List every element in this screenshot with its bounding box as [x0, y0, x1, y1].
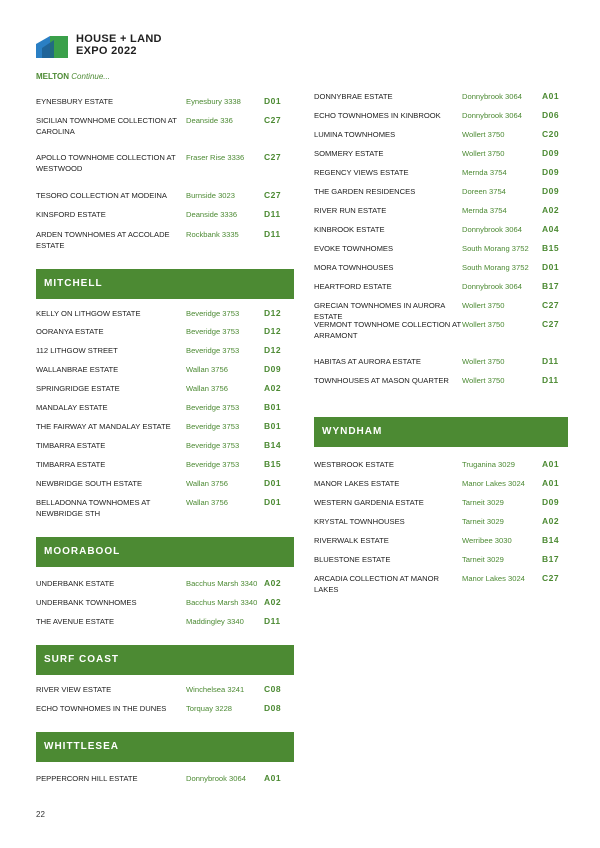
- estate-name: THE GARDEN RESIDENCES: [314, 187, 416, 196]
- wyndham-banner-title: WYNDHAM: [322, 426, 383, 437]
- estate-location: Maddingley 3340: [186, 617, 244, 626]
- moorabool-banner-title: MOORABOOL: [44, 546, 121, 557]
- wyndham-row: [314, 478, 572, 496]
- estate-location: Tarneit 3029: [462, 555, 504, 564]
- estate-location: Beveridge 3753: [186, 346, 240, 355]
- estate-code: C27: [542, 573, 560, 583]
- estate-code: C27: [542, 300, 560, 310]
- mitchell-row: [36, 364, 296, 382]
- estate-name: TOWNHOUSES AT MASON QUARTER: [314, 376, 449, 385]
- estate-location: Wallan 3756: [186, 479, 228, 488]
- whittlesea-row: [314, 205, 572, 223]
- estate-name: GRECIAN TOWNHOMES IN AURORA ESTATE: [314, 301, 445, 321]
- estate-code: B17: [542, 281, 560, 291]
- estate-code: A04: [542, 224, 560, 234]
- estate-name: WESTERN GARDENIA ESTATE: [314, 498, 424, 507]
- estate-location: Beveridge 3753: [186, 422, 240, 431]
- estate-name: EYNESBURY ESTATE: [36, 97, 114, 106]
- estate-code: A02: [542, 205, 560, 215]
- estate-name: WALLANBRAE ESTATE: [36, 365, 119, 374]
- estate-name: BELLADONNA TOWNHOMES AT NEWBRIDGE STH: [36, 498, 151, 518]
- expo-title-line1: HOUSE + LAND: [76, 33, 162, 45]
- surfcoast-banner: [36, 645, 294, 675]
- estate-name: APOLLO TOWNHOME COLLECTION AT WESTWOOD: [36, 153, 176, 173]
- whittlesea-row: [36, 773, 296, 791]
- moorabool-row: [36, 616, 296, 634]
- estate-code: D12: [264, 308, 282, 318]
- mitchell-row: [36, 421, 296, 439]
- estate-name: TIMBARRA ESTATE: [36, 441, 106, 450]
- melton-row: [36, 209, 296, 227]
- wyndham-row: [314, 497, 572, 515]
- wyndham-row: [314, 516, 572, 534]
- estate-name: ECHO TOWNHOMES IN THE DUNES: [36, 704, 167, 713]
- estate-location: Mernda 3754: [462, 168, 507, 177]
- estate-location: Wollert 3750: [462, 320, 505, 329]
- whittlesea-row: [314, 167, 572, 185]
- estate-location: Donnybrook 3064: [462, 282, 522, 291]
- wyndham-row: [314, 554, 572, 572]
- estate-location: Wollert 3750: [462, 357, 505, 366]
- estate-code: A01: [542, 459, 560, 469]
- wyndham-banner: [314, 417, 568, 447]
- melton-row: [36, 115, 296, 136]
- estate-code: D12: [264, 345, 282, 355]
- estate-location: Donnybrook 3064: [462, 92, 522, 101]
- whittlesea-row: [314, 110, 572, 128]
- moorabool-row: [36, 597, 296, 615]
- estate-name: WESTBROOK ESTATE: [314, 460, 394, 469]
- estate-name: BLUESTONE ESTATE: [314, 555, 391, 564]
- estate-code: D11: [542, 356, 559, 366]
- estate-name: MANDALAY ESTATE: [36, 403, 108, 412]
- estate-name: SPRINGRIDGE ESTATE: [36, 384, 120, 393]
- melton-row: [36, 229, 296, 250]
- continue-label: Continue...: [71, 72, 110, 81]
- estate-location: Donnybrook 3064: [462, 225, 522, 234]
- estate-location: Wollert 3750: [462, 376, 505, 385]
- moorabool-row: [36, 578, 296, 596]
- mitchell-row: [36, 497, 296, 518]
- estate-location: Beveridge 3753: [186, 441, 240, 450]
- estate-name: THE FAIRWAY AT MANDALAY ESTATE: [36, 422, 171, 431]
- estate-code: D08: [264, 703, 282, 713]
- estate-name: VERMONT TOWNHOME COLLECTION AT ARRAMONT: [314, 320, 461, 340]
- estate-location: Beveridge 3753: [186, 403, 240, 412]
- estate-code: A02: [264, 597, 282, 607]
- estate-location: Beveridge 3753: [186, 309, 240, 318]
- estate-location: Beveridge 3753: [186, 327, 240, 336]
- estate-name: PEPPERCORN HILL ESTATE: [36, 774, 138, 783]
- estate-code: A01: [264, 773, 282, 783]
- estate-name: SOMMERY ESTATE: [314, 149, 384, 158]
- whittlesea-row: [314, 356, 572, 374]
- estate-code: C20: [542, 129, 560, 139]
- estate-name: OORANYA ESTATE: [36, 327, 104, 336]
- estate-code: A01: [542, 478, 560, 488]
- estate-name: KRYSTAL TOWNHOUSES: [314, 517, 405, 526]
- estate-location: Doreen 3754: [462, 187, 506, 196]
- surfcoast-row: [36, 684, 296, 702]
- estate-location: Tarneit 3029: [462, 498, 504, 507]
- estate-location: Wollert 3750: [462, 149, 505, 158]
- estate-name: UNDERBANK TOWNHOMES: [36, 598, 137, 607]
- estate-location: Manor Lakes 3024: [462, 574, 525, 583]
- estate-name: DONNYBRAE ESTATE: [314, 92, 393, 101]
- estate-code: D09: [542, 497, 560, 507]
- estate-location: Winchelsea 3241: [186, 685, 245, 694]
- estate-code: D01: [264, 497, 282, 507]
- melton-row: [36, 96, 296, 114]
- estate-location: Bacchus Marsh 3340: [186, 598, 258, 607]
- estate-name: ARDEN TOWNHOMES AT ACCOLADE ESTATE: [36, 230, 170, 250]
- estate-code: D11: [264, 209, 281, 219]
- mitchell-row: [36, 308, 296, 326]
- estate-code: A02: [264, 578, 282, 588]
- mitchell-banner-title: MITCHELL: [44, 278, 103, 289]
- estate-location: Eynesbury 3338: [186, 97, 241, 106]
- estate-location: Mernda 3754: [462, 206, 507, 215]
- estate-location: Fraser Rise 3336: [186, 153, 245, 162]
- estate-location: Beveridge 3753: [186, 460, 240, 469]
- estate-code: B17: [542, 554, 560, 564]
- surfcoast-row: [36, 703, 296, 721]
- estate-name: KINSFORD ESTATE: [36, 210, 106, 219]
- estate-location: Werribee 3030: [462, 536, 512, 545]
- estate-code: B14: [264, 440, 282, 450]
- estate-location: Wallan 3756: [186, 498, 228, 507]
- mitchell-row: [36, 345, 296, 363]
- whittlesea-row: [314, 186, 572, 204]
- estate-location: Burnside 3023: [186, 191, 235, 200]
- estate-location: Wallan 3756: [186, 365, 228, 374]
- estate-code: A01: [542, 91, 560, 101]
- estate-name: KINBROOK ESTATE: [314, 225, 385, 234]
- estate-location: Wollert 3750: [462, 130, 505, 139]
- estate-name: HEARTFORD ESTATE: [314, 282, 392, 291]
- whittlesea-row: [314, 224, 572, 242]
- estate-name: THE AVENUE ESTATE: [36, 617, 115, 626]
- estate-code: D09: [264, 364, 282, 374]
- estate-location: South Morang 3752: [462, 263, 529, 272]
- estate-code: C27: [264, 152, 282, 162]
- estate-code: D11: [264, 229, 281, 239]
- estate-code: C27: [264, 115, 282, 125]
- estate-code: B15: [264, 459, 282, 469]
- estate-location: Rockbank 3335: [186, 230, 239, 239]
- right-column: [314, 0, 574, 848]
- estate-location: Torquay 3228: [186, 704, 233, 713]
- whittlesea-row: [314, 262, 572, 280]
- mitchell-row: [36, 402, 296, 420]
- estate-code: B15: [542, 243, 560, 253]
- estate-code: B01: [264, 421, 282, 431]
- mitchell-row: [36, 326, 296, 344]
- page-number: 22: [36, 810, 45, 819]
- estate-name: ECHO TOWNHOMES IN KINBROOK: [314, 111, 441, 120]
- estate-code: A02: [264, 383, 282, 393]
- estate-name: TESORO COLLECTION AT MODEINA: [36, 191, 167, 200]
- estate-code: D12: [264, 326, 282, 336]
- whittlesea-row: [314, 375, 572, 393]
- estate-code: D01: [264, 478, 282, 488]
- estate-name: SICILIAN TOWNHOME COLLECTION AT CAROLINA: [36, 116, 177, 136]
- estate-code: D09: [542, 186, 560, 196]
- mitchell-row: [36, 459, 296, 477]
- whittlesea-row: [314, 91, 572, 109]
- estate-code: D09: [542, 148, 560, 158]
- estate-location: Donnybrook 3064: [186, 774, 246, 783]
- estate-code: A02: [542, 516, 560, 526]
- estate-location: Wollert 3750: [462, 301, 505, 310]
- estate-location: Manor Lakes 3024: [462, 479, 525, 488]
- estate-name: RIVER VIEW ESTATE: [36, 685, 112, 694]
- estate-code: D09: [542, 167, 560, 177]
- estate-location: Truganina 3029: [462, 460, 515, 469]
- expo-title-line2: EXPO 2022: [76, 45, 137, 57]
- estate-name: KELLY ON LITHGOW ESTATE: [36, 309, 141, 318]
- estate-location: Tarneit 3029: [462, 517, 504, 526]
- estate-name: EVOKE TOWNHOMES: [314, 244, 394, 253]
- left-column: [36, 0, 296, 848]
- estate-location: Donnybrook 3064: [462, 111, 522, 120]
- whittlesea-banner-title: WHITTLESEA: [44, 741, 119, 752]
- mitchell-row: [36, 478, 296, 496]
- estate-name: ARCADIA COLLECTION AT MANOR LAKES: [314, 574, 440, 594]
- estate-code: B01: [264, 402, 282, 412]
- mitchell-row: [36, 383, 296, 401]
- estate-code: B14: [542, 535, 560, 545]
- estate-code: D11: [264, 616, 281, 626]
- estate-code: C08: [264, 684, 282, 694]
- whittlesea-row: [314, 281, 572, 299]
- moorabool-banner: [36, 537, 294, 567]
- estate-name: RIVERWALK ESTATE: [314, 536, 389, 545]
- whittlesea-row: [314, 300, 572, 321]
- estate-name: 112 LITHGOW STREET: [36, 346, 118, 355]
- estate-code: D01: [264, 96, 282, 106]
- surfcoast-banner-title: SURF COAST: [44, 654, 119, 665]
- whittlesea-row: [314, 129, 572, 147]
- mitchell-banner: [36, 269, 294, 299]
- melton-row: [36, 152, 296, 173]
- estate-location: Deanside 336: [186, 116, 233, 125]
- whittlesea-banner: [36, 732, 294, 762]
- estate-name: HABITAS AT AURORA ESTATE: [314, 357, 421, 366]
- estate-name: RIVER RUN ESTATE: [314, 206, 387, 215]
- estate-location: South Morang 3752: [462, 244, 529, 253]
- whittlesea-row: [314, 319, 572, 340]
- wyndham-row: [314, 573, 572, 594]
- wyndham-row: [314, 459, 572, 477]
- estate-code: D06: [542, 110, 560, 120]
- estate-name: REGENCY VIEWS ESTATE: [314, 168, 409, 177]
- estate-name: LUMINA TOWNHOMES: [314, 130, 396, 139]
- estate-code: D01: [542, 262, 560, 272]
- estate-code: C27: [264, 190, 282, 200]
- estate-location: Deanside 3336: [186, 210, 238, 219]
- estate-code: D11: [542, 375, 559, 385]
- whittlesea-row: [314, 148, 572, 166]
- estate-code: C27: [542, 319, 560, 329]
- melton-label: MELTON: [36, 72, 70, 81]
- estate-name: UNDERBANK ESTATE: [36, 579, 115, 588]
- estate-name: NEWBRIDGE SOUTH ESTATE: [36, 479, 143, 488]
- estate-name: MORA TOWNHOUSES: [314, 263, 394, 272]
- melton-row: [36, 190, 296, 208]
- whittlesea-row: [314, 243, 572, 261]
- mitchell-row: [36, 440, 296, 458]
- wyndham-row: [314, 535, 572, 553]
- estate-location: Bacchus Marsh 3340: [186, 579, 258, 588]
- estate-name: MANOR LAKES ESTATE: [314, 479, 400, 488]
- estate-location: Wallan 3756: [186, 384, 228, 393]
- estate-name: TIMBARRA ESTATE: [36, 460, 106, 469]
